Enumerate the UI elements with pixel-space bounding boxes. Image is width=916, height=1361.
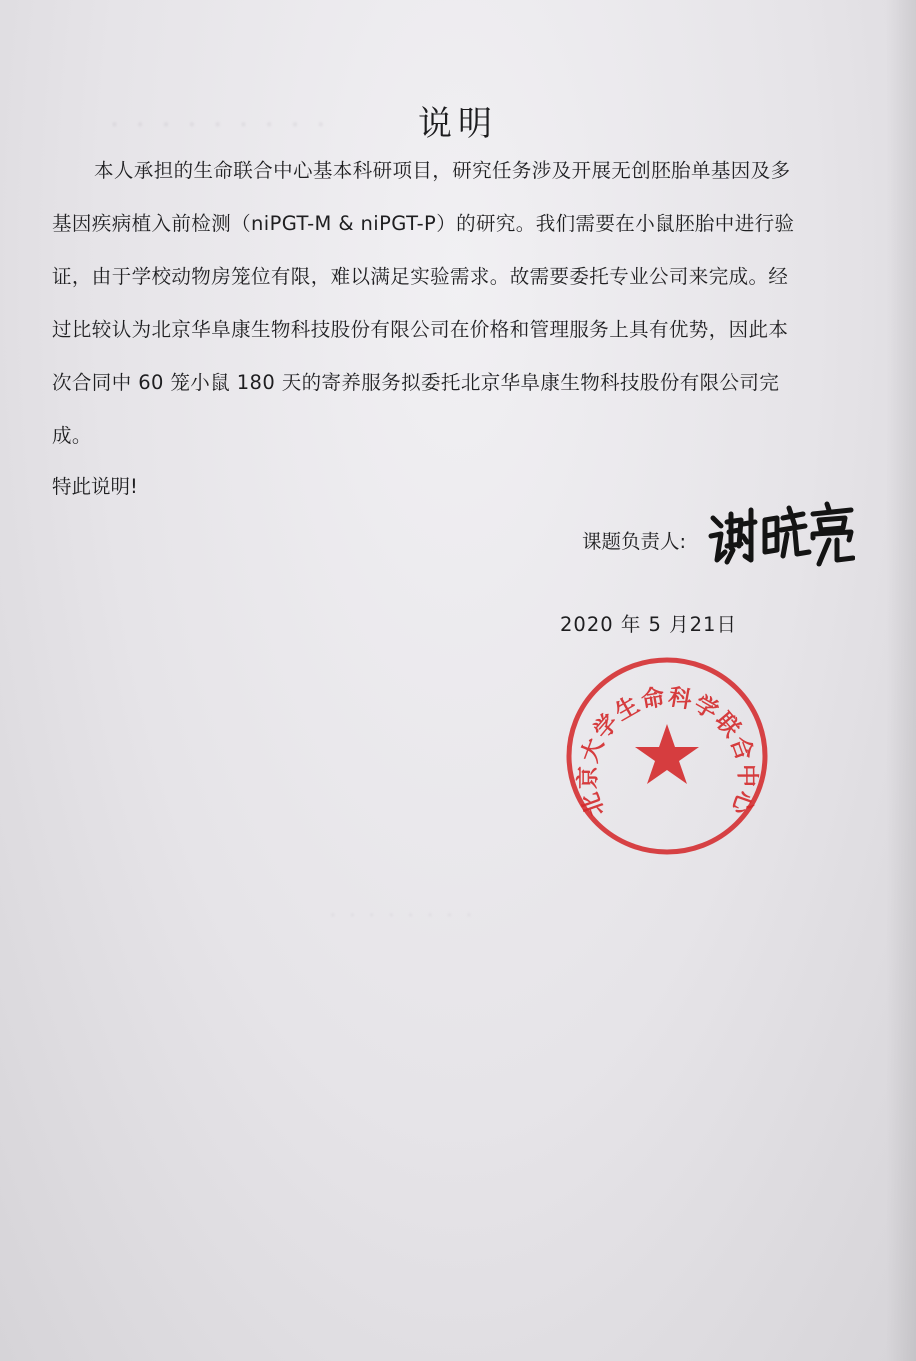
closing-line: 特此说明! xyxy=(52,475,138,498)
handwritten-signature xyxy=(705,496,855,571)
signer-label: 课题负责人: xyxy=(582,530,687,553)
bleed-through-text: · · · · · · · · xyxy=(330,905,476,926)
signing-date: 2020 年 5 月21日 xyxy=(560,613,737,636)
official-seal xyxy=(560,652,775,862)
document-title: 说明 xyxy=(418,104,498,144)
page-edge-shadow xyxy=(886,0,916,1361)
svg-text:北京大学生命科学联合中心: 北京大学生命科学联合中心 xyxy=(574,683,761,820)
bleed-through-text: · · · · · · · · · xyxy=(110,108,330,141)
body-paragraph: 本人承担的生命联合中心基本科研项目，研究任务涉及开展无创胚胎单基因及多基因疾病植入前检测（niPGT-M & niPGT-P）的研究。我们需要在小鼠胚胎中进行验证，由于学校动物房笼位有限，难以满足实验需求。故需要委托专业公司来完成。经过比较认为北京华阜康生物科技股份有限公司在价格和管理服务上具有优势，因此本次合同中 60 笼小鼠 180 天的寄养服务拟委托北京华阜康生物科技股份有限公司完成。 xyxy=(52,159,795,447)
